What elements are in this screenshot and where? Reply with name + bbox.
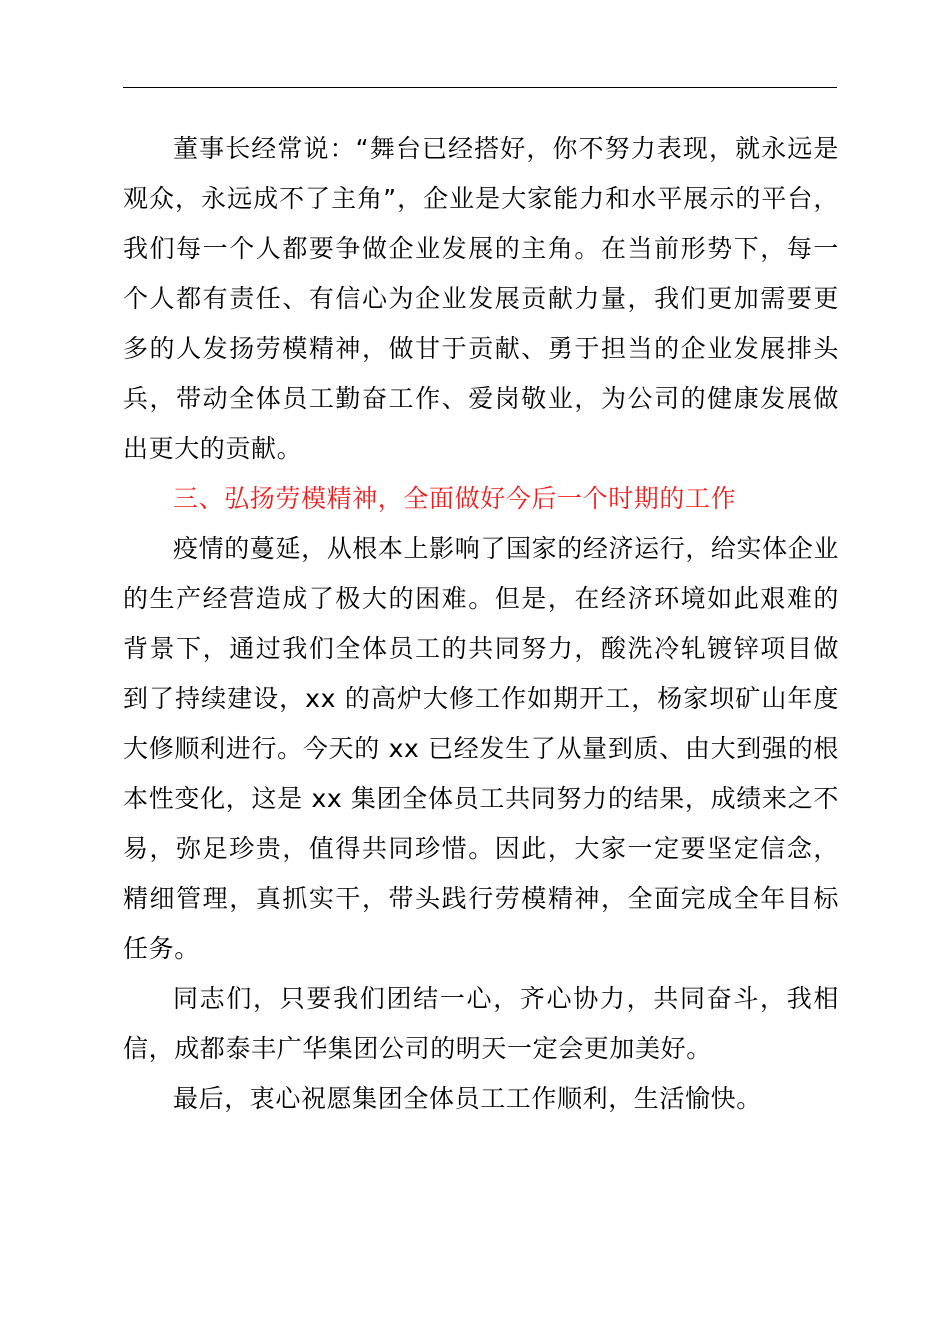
paragraph-comrades: 同志们，只要我们团结一心，齐心协力，共同奋斗，我相信，成都泰丰广华集团公司的明天一定会更加美好。 [123,984,839,1063]
paragraph-chairman-quote: 董事长经常说：“舞台已经搭好，你不努力表现，就永远是观众，永远成不了主角”，企业是大家能力和水平展示的平台，我们每一个人都要争做企业发展的主角。在当前形势下，每一个人都有责任、有信心为企业发展贡献力量，我们更加需要更多的人发扬劳模精神，做甘于贡献、勇于担当的企业发展排头兵，带动全体员工勤奋工作、爱岗敬业，为公司的健康发展做出更大的贡献。 [123,134,839,463]
document-body [123,124,839,1124]
paragraph-epidemic-impact: 疫情的蔓延，从根本上影响了国家的经济运行，给实体企业的生产经营造成了极大的困难。但是，在经济环境如此艰难的背景下，通过我们全体员工的共同努力，酸洗冷轧镀锌项目做到了持续建设，xx 的高炉大修工作如期开工，杨家坝矿山年度大修顺利进行。今天的 xx 已经发生了从量到质、由大到强的根本性变化，这是 xx 集团全体员工共同努力的结果，成绩来之不易，弥足珍贵，值得共同珍惜。因此，大家一定要坚定信念，精细管理，真抓实干，带头践行劳模精神，全面完成全年目标任务。 [123,534,839,963]
section-heading-three: 三、弘扬劳模精神，全面做好今后一个时期的工作 [173,484,737,513]
header-rule [123,87,837,88]
paragraph-closing-wishes: 最后，衷心祝愿集团全体员工工作顺利，生活愉快。 [173,1084,762,1113]
